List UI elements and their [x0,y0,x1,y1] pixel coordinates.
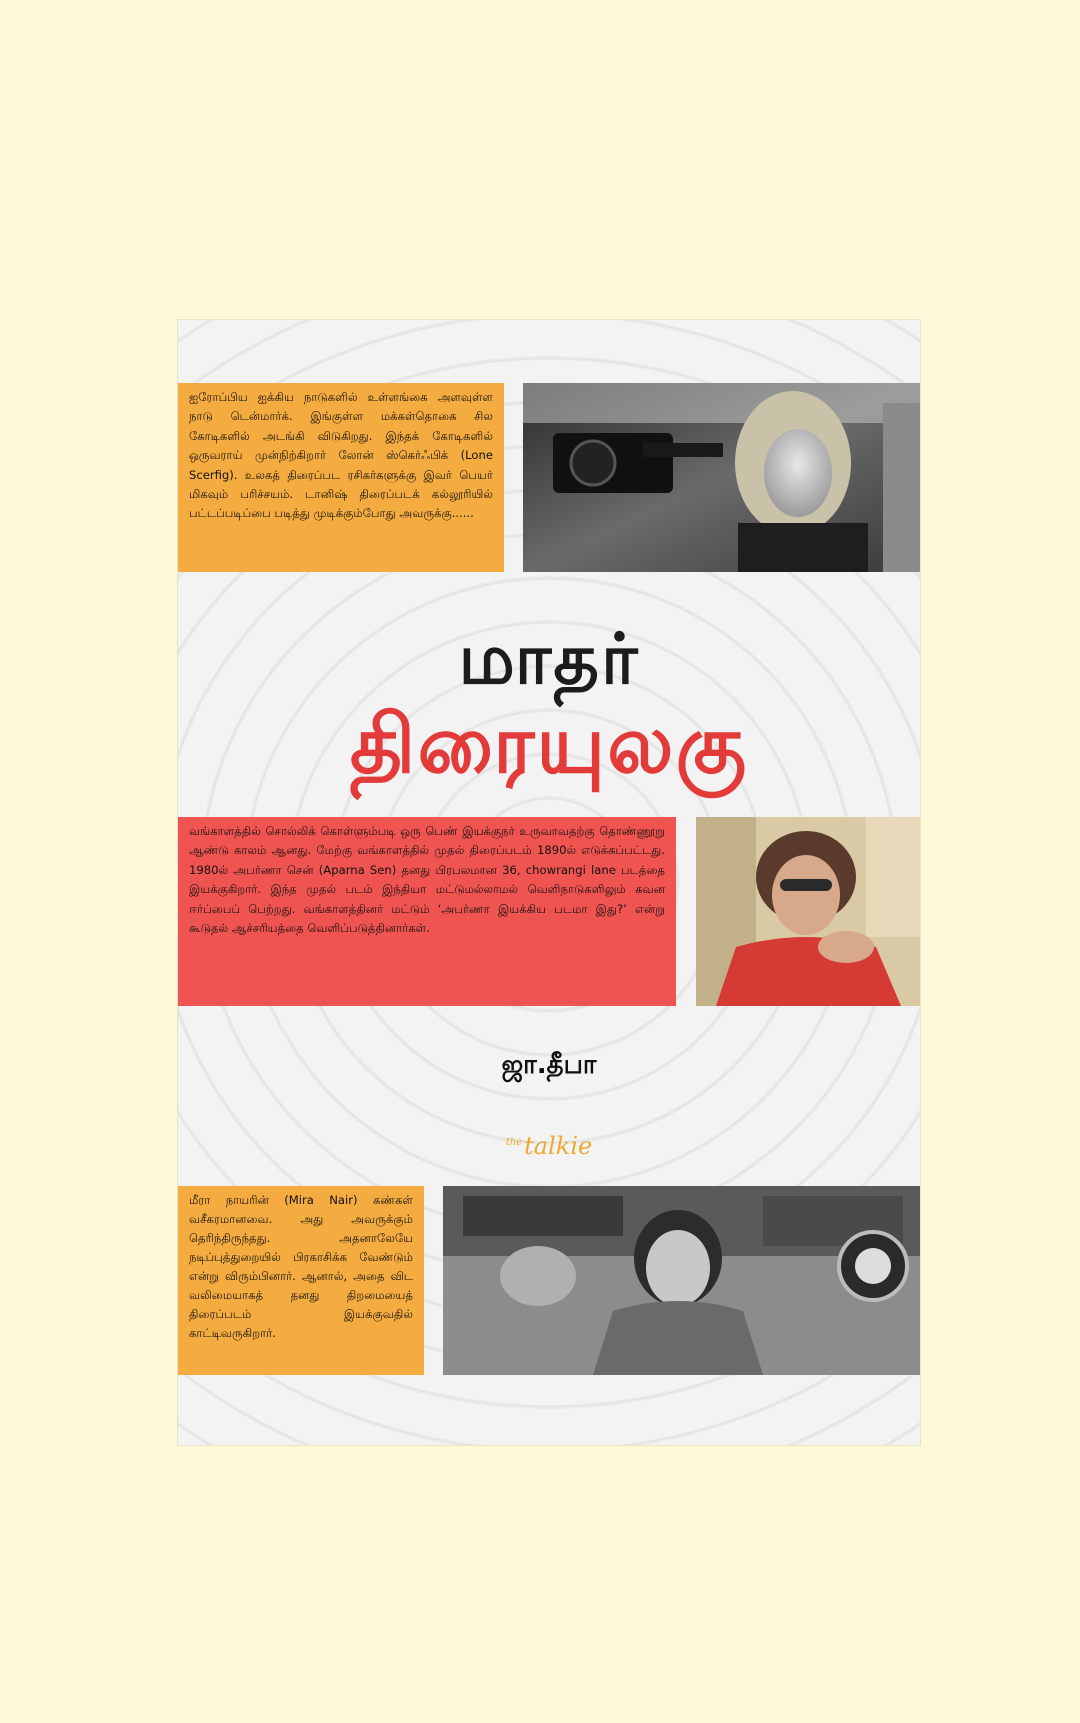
blurb-text: வங்காளத்தில் சொல்லிக் கொள்ளும்படி ஒரு பெண் இயக்குநர் உருவாவதற்கு தொண்ணூறு ஆண்டு காலம் ஆனது. மேற்கு வங்காளத்தில் முதல் திரைப்படம் 1890ல் எடுக்கப்பட்டது. 1980ல் அபர்ணா சென் (Aparna Sen) தனது பிரபலமான 36, chowrangi lane படத்தை இயக்குகிறார். இந்த முதல் படம் இந்தியா மட்டுமல்லாமல் வெளிநாடுகளிலும் கவன ஈர்ப்பைப் பெற்றது. வங்காளத்தினர் மட்டும் ‘அபர்ணா இயக்கிய படமா இது?’ என்று கூடுதல் ஆச்சரியத்தை வெளிப்படுத்தினார்கள். [189,824,665,936]
publisher-logo-name: talkie [524,1132,593,1160]
director-with-camera-image [523,383,920,572]
author-name: ஜா.தீபா [501,1050,597,1080]
blurb-text: ஐரோப்பிய ஐக்கிய நாடுகளில் உள்ளங்கை அளவுள்ள நாடு டென்மார்க். இங்குள்ள மக்கள்தொகை சில கோடிகளில் அடங்கி விடுகிறது. இந்தக் கோடிகளில் ஒருவராய் முன்நிற்கிறார் லோன் ஸ்கெர்ஃபிக் (Lone Scerfig). உலகத் திரைப்பட ரசிகர்களுக்கு இவர் பெயர் மிகவும் பரிச்சயம். டானிஷ் திரைப்படக் கல்லூரியில் பட்டப்படிப்பை படித்து முடிக்கும்போது அவருக்கு...... [189,390,493,521]
director-portrait-image [696,817,920,1006]
photo-mira-nair [443,1186,920,1375]
blurb-text: மீரா நாயரின் (Mira Nair) கண்கள் வசீகரமானவை. அது அவருக்கும் தெரிந்திருந்தது. அதனாலேயே நடிப்புத்துறையில் பிரகாசிக்க வேண்டும் என்று விரும்பினார். ஆனால், அதை விட வலிமையாகத் தனது திறமையைத் திரைப்படம் இயக்குவதில் காட்டிவருகிறார். [189,1193,413,1340]
photo-lone-scherfig [523,383,920,572]
publisher-logo-prefix: the [505,1137,523,1148]
book-cover [178,320,920,1445]
blurb-lone-scherfig [178,383,504,572]
director-seated-image [443,1186,920,1375]
book-title-line2: திரையுலகு [349,698,749,791]
book-title-line1: மாதர் [458,618,640,700]
photo-aparna-sen [696,817,920,1006]
blurb-aparna-sen [178,817,676,1006]
blurb-mira-nair [178,1186,424,1375]
publisher-logo [178,1132,920,1160]
